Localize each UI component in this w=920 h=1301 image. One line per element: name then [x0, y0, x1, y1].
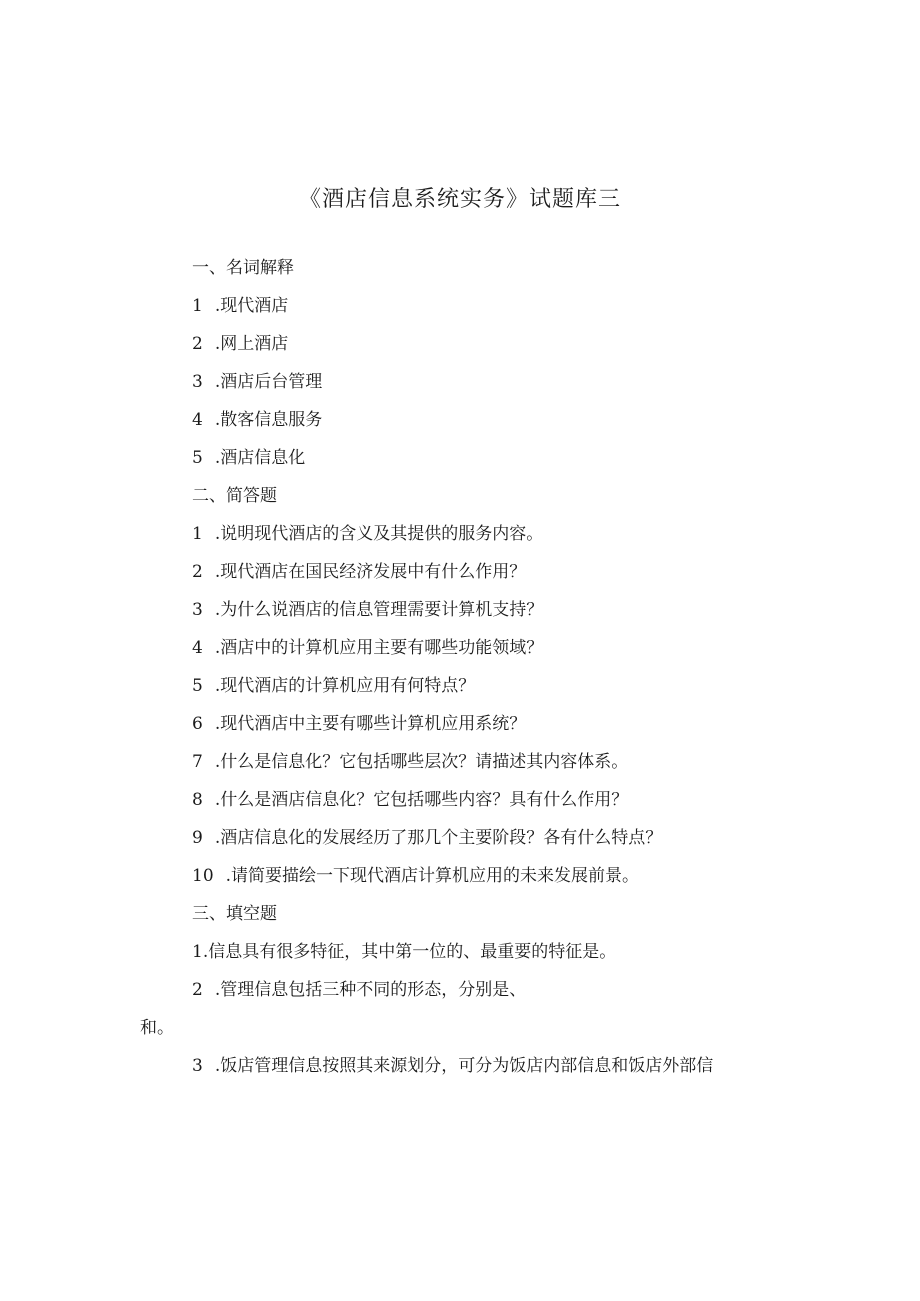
item-text: .酒店后台管理 [214, 372, 323, 392]
item-number: 2 [192, 334, 203, 354]
item-text: .网上酒店 [214, 334, 289, 354]
item-text: .现代酒店 [214, 296, 289, 316]
item-text: .酒店信息化的发展经历了那几个主要阶段？各有什么特点？ [214, 828, 663, 848]
item-number: 1 [192, 296, 203, 316]
list-item [192, 332, 288, 356]
item-number: 4 [192, 638, 203, 658]
item-text: .什么是信息化？它包括哪些层次？请描述其内容体系。 [214, 752, 629, 772]
item-text: .酒店中的计算机应用主要有哪些功能领域？ [214, 638, 544, 658]
item-number: 1 [192, 942, 203, 962]
item-text: .现代酒店在国民经济发展中有什么作用？ [214, 562, 527, 582]
list-item [192, 674, 475, 698]
item-number: 7 [192, 752, 203, 772]
item-number: 9 [192, 828, 203, 848]
document-title: 《酒店信息系统实务》试题库三 [298, 187, 621, 212]
item-number: 1 [192, 524, 203, 544]
item-number: 5 [192, 448, 203, 468]
item-number: 2 [192, 562, 203, 582]
item-text: .请简要描绘一下现代酒店计算机应用的未来发展前景。 [225, 866, 640, 886]
item-text: .为什么说酒店的信息管理需要计算机支持？ [214, 600, 544, 620]
item-text: .什么是酒店信息化？它包括哪些内容？具有什么作用？ [214, 790, 629, 810]
list-item [192, 636, 543, 660]
item-number: 3 [192, 372, 203, 392]
item-text: .信息具有很多特征，其中第一位的、最重要的特征是。 [202, 942, 617, 962]
list-item [192, 522, 543, 546]
item-text: .管理信息包括三种不同的形态，分别是、 [214, 980, 527, 1000]
list-item [192, 978, 526, 1002]
list-item [192, 560, 526, 584]
item-text: .现代酒店中主要有哪些计算机应用系统？ [214, 714, 527, 734]
item-text: .酒店信息化 [214, 448, 306, 468]
item-text: .散客信息服务 [214, 410, 323, 430]
list-item [192, 788, 628, 812]
list-item [192, 446, 305, 470]
list-item [192, 1054, 713, 1078]
list-item-continuation: 和。 [140, 1018, 174, 1038]
item-text: .饭店管理信息按照其来源划分，可分为饭店内部信息和饭店外部信 [214, 1056, 714, 1076]
list-item [192, 750, 628, 774]
item-number: 3 [192, 1056, 203, 1076]
item-text: .说明现代酒店的含义及其提供的服务内容。 [214, 524, 544, 544]
list-item [192, 712, 526, 736]
item-number: 6 [192, 714, 203, 734]
item-number: 10 [192, 866, 214, 886]
list-item [192, 408, 322, 432]
item-number: 5 [192, 676, 203, 696]
item-number: 2 [192, 980, 203, 1000]
item-text: .现代酒店的计算机应用有何特点？ [214, 676, 476, 696]
section-heading-terms: 一、名词解释 [192, 258, 294, 278]
section-heading-fill-blank: 三、填空题 [192, 904, 277, 924]
item-number: 8 [192, 790, 203, 810]
item-number: 4 [192, 410, 203, 430]
list-item [192, 826, 662, 850]
section-heading-short-answer: 二、简答题 [192, 486, 277, 506]
list-item [192, 940, 616, 964]
item-number: 3 [192, 600, 203, 620]
list-item [192, 294, 288, 318]
list-item [192, 598, 543, 622]
list-item [192, 370, 322, 394]
list-item [192, 864, 639, 888]
